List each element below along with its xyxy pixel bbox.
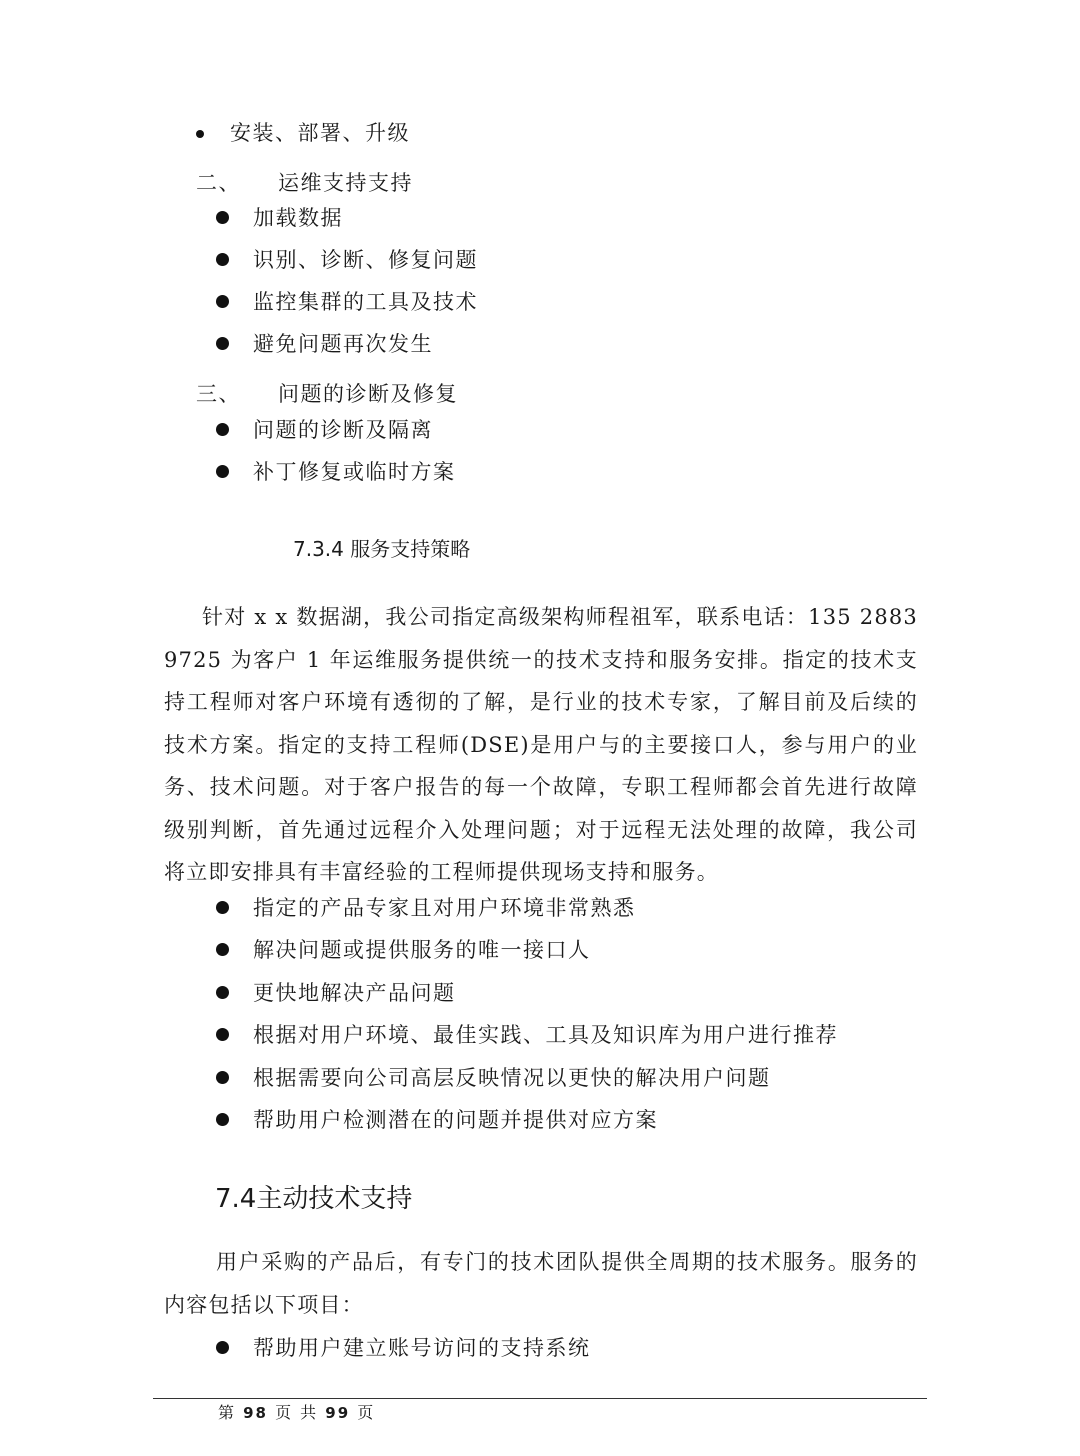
bullet-icon: [216, 943, 229, 956]
footer-mid: 页 共: [275, 1403, 319, 1422]
bullet-icon: [216, 253, 229, 266]
bullet-icon: [216, 901, 229, 914]
list-item: 帮助用户检测潜在的问题并提供对应方案: [253, 1108, 658, 1132]
bullet-icon: [216, 465, 229, 478]
footer-suffix: 页: [357, 1403, 376, 1422]
paragraph-text: 用户采购的产品后，有专门的技术团队提供全周期的技术服务。服务的内容包括以下项目：: [164, 1250, 918, 1317]
footer-total-pages: 99: [325, 1404, 351, 1422]
list-item: 帮助用户建立账号访问的支持系统: [253, 1336, 591, 1360]
bullet-icon: [216, 1341, 229, 1354]
section-number: 三、: [196, 382, 241, 406]
body-paragraph: [164, 1241, 918, 1326]
list-item: 指定的产品专家且对用户环境非常熟悉: [253, 896, 636, 920]
list-item: 根据对用户环境、最佳实践、工具及知识库为用户进行推荐: [253, 1023, 838, 1047]
list-item: 更快地解决产品问题: [253, 981, 456, 1005]
section-title: 问题的诊断及修复: [278, 382, 458, 406]
list-item: 加载数据: [253, 206, 343, 230]
bullet-icon: [216, 295, 229, 308]
list-item: 监控集群的工具及技术: [253, 290, 478, 314]
list-item: 安装、部署、升级: [230, 121, 410, 145]
list-item: 根据需要向公司高层反映情况以更快的解决用户问题: [253, 1066, 771, 1090]
bullet-icon: [216, 337, 229, 350]
list-item: 补丁修复或临时方案: [253, 460, 456, 484]
page-footer: [218, 1402, 375, 1424]
list-item: 解决问题或提供服务的唯一接口人: [253, 938, 591, 962]
footer-page-number: 98: [243, 1404, 268, 1422]
bullet-icon: [216, 986, 229, 999]
list-item: 问题的诊断及隔离: [253, 418, 433, 442]
section-heading: 7.4主动技术支持: [215, 1184, 413, 1214]
bullet-icon: [216, 1071, 229, 1084]
subsection-heading: 7.3.4 服务支持策略: [293, 537, 471, 561]
body-paragraph: [164, 596, 918, 894]
bullet-icon: [216, 1028, 229, 1041]
section-title: 运维支持支持: [278, 171, 413, 195]
section-number: 二、: [196, 171, 241, 195]
footer-divider: [153, 1398, 927, 1399]
bullet-icon: [196, 130, 204, 138]
bullet-icon: [216, 423, 229, 436]
footer-prefix: 第: [218, 1403, 237, 1422]
list-item: 识别、诊断、修复问题: [253, 248, 478, 272]
paragraph-text: 针对 x x 数据湖，我公司指定高级架构师程祖军，联系电话：135 2883 9725 为客户 1 年运维服务提供统一的技术支持和服务安排。指定的技术支持工程师对客户环境有透彻的了解，是行业的技术专家，了解目前及后续的技术方案。指定的支持工程师(DSE)是用户与的主要接口人，参与用户的业务、技术问题。对于客户报告的每一个故障，专职工程师都会首先进行故障级别判断，首先通过远程介入处理问题；对于远程无法处理的故障，我公司将立即安排具有丰富经验的工程师提供现场支持和服务。: [164, 605, 918, 884]
bullet-icon: [216, 211, 229, 224]
list-item: 避免问题再次发生: [253, 332, 433, 356]
bullet-icon: [216, 1113, 229, 1126]
